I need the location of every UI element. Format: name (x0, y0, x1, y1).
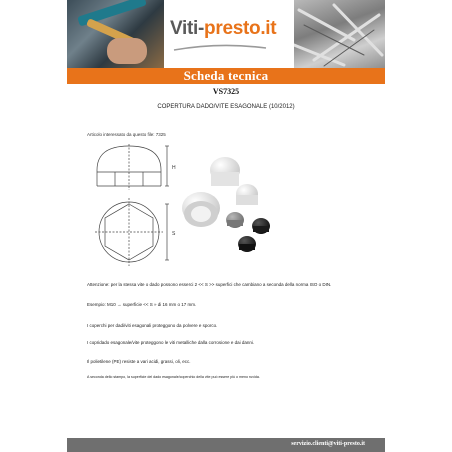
workshop-photo (67, 0, 164, 68)
logo-text-accent: presto.it (204, 18, 277, 39)
technical-drawing (89, 142, 189, 270)
attention-paragraph: Attenzione: per la stessa vite o dado possono esserci 2 << S >> superfici che cambiano a seconda della norma ISO o DIN. (87, 282, 332, 287)
logo-swoosh-icon (172, 44, 268, 52)
dust-protection-paragraph: I coperchi per dadi/viti esagonali proteggono da polvere e sporco. (87, 323, 218, 328)
dimension-label-s: S (172, 231, 176, 237)
header-banner (67, 0, 385, 68)
article-reference: Articolo interessato da questo file: 7325 (87, 132, 166, 137)
page-title: Scheda tecnica (183, 68, 269, 83)
surface-note: A seconda dello stampo, la superficie del dado esagonale/coperchio della vite può essere più o meno ruvida. (87, 375, 260, 379)
cap-samples-photo (175, 152, 285, 258)
product-subtitle: COPERTURA DADO/VITE ESAGONALE (10/2012) (157, 104, 295, 110)
example-paragraph: Esempio: M10 → superficie << S » di 16 mm o 17 mm. (87, 302, 197, 307)
logo-text-main: Viti- (170, 18, 205, 39)
contact-email-link[interactable]: servizio.clienti@viti-presto.it (291, 441, 365, 447)
polyethylene-paragraph: Il polietilene (PE) resiste a vari acidi, grassi, oli, ecc. (87, 359, 191, 364)
brand-logo[interactable] (164, 0, 294, 68)
product-code: VS7325 (212, 87, 240, 96)
footer-bar (67, 438, 385, 452)
technical-sheet-page (67, 0, 385, 452)
dimension-label-h: H (172, 165, 176, 171)
screws-photo (294, 0, 385, 68)
corrosion-protection-paragraph: I copridado esagonale/vite proteggono le viti metalliche dalla corrosione e dai danni. (87, 340, 255, 345)
